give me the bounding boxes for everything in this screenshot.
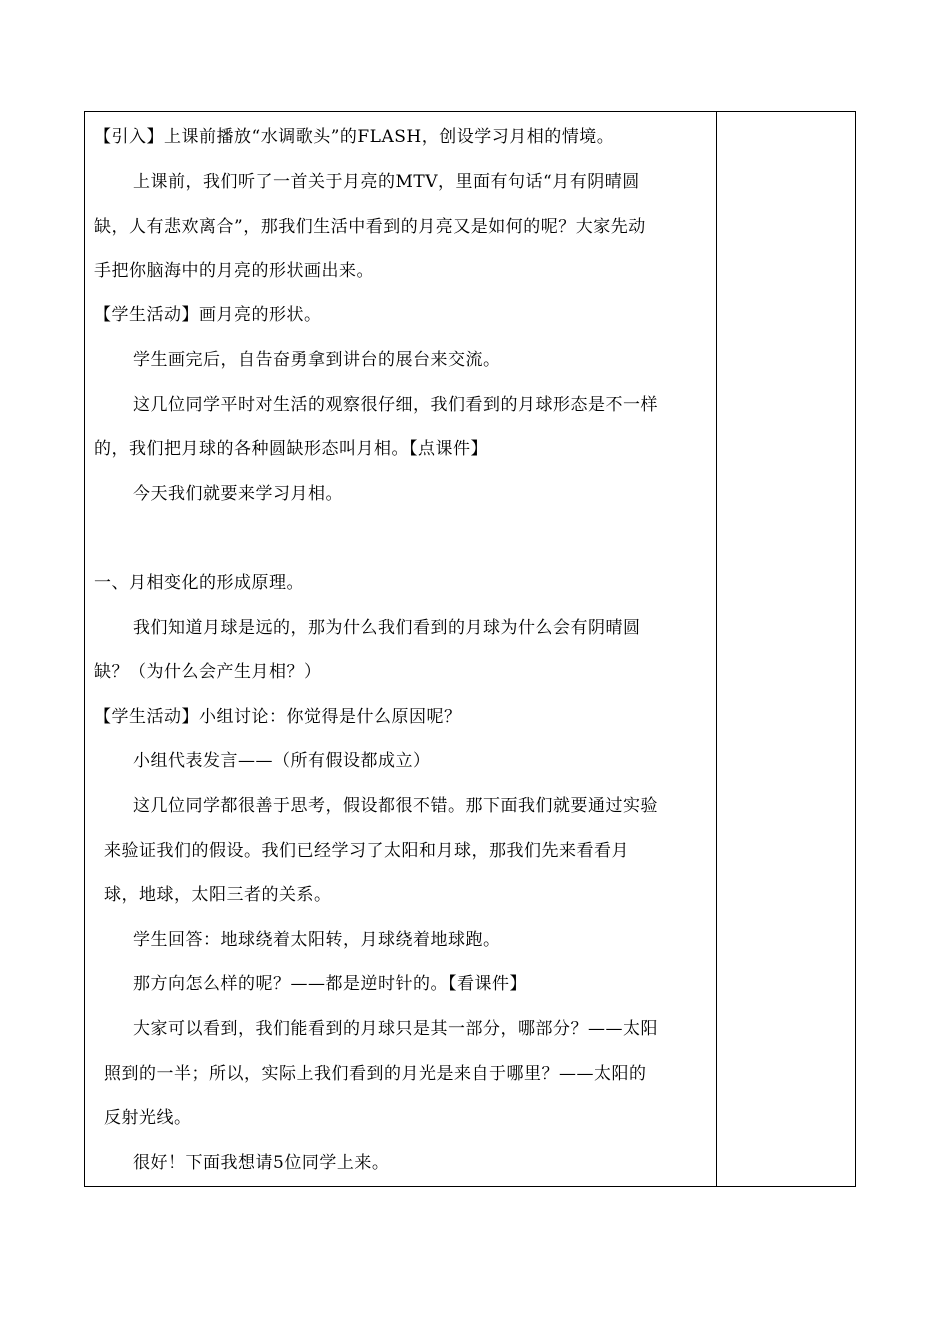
paragraph-line: 大家可以看到，我们能看到的月球只是其一部分，哪部分？——太阳 xyxy=(133,1019,658,1039)
paragraph-line: 学生回答：地球绕着太阳转，月球绕着地球跑。 xyxy=(133,930,501,950)
paragraph-line: 这几位同学平时对生活的观察很仔细，我们看到的月球形态是不一样 xyxy=(133,395,658,415)
notes-cell xyxy=(717,112,855,1186)
section-heading: 一、月相变化的形成原理。 xyxy=(94,573,304,593)
intro-line: 【引入】上课前播放“水调歌头”的FLASH，创设学习月相的情境。 xyxy=(94,127,615,147)
activity-line: 【学生活动】画月亮的形状。 xyxy=(94,305,322,325)
paragraph-line: 今天我们就要来学习月相。 xyxy=(133,484,343,504)
paragraph-line: 照到的一半；所以，实际上我们看到的月光是来自于哪里？——太阳的 xyxy=(104,1064,647,1084)
paragraph-line: 缺，人有悲欢离合”，那我们生活中看到的月亮又是如何的呢？大家先动 xyxy=(94,217,646,237)
paragraph-line: 学生画完后，自告奋勇拿到讲台的展台来交流。 xyxy=(133,350,501,370)
lesson-content-cell xyxy=(85,112,717,1186)
paragraph-line: 反射光线。 xyxy=(104,1108,192,1128)
paragraph-line: 的，我们把月球的各种圆缺形态叫月相。【点课件】 xyxy=(94,439,488,459)
paragraph-line: 缺？（为什么会产生月相？） xyxy=(94,662,322,682)
activity-line: 【学生活动】小组讨论：你觉得是什么原因呢？ xyxy=(94,707,462,727)
paragraph-line: 很好！下面我想请5位同学上来。 xyxy=(133,1153,390,1173)
paragraph-line: 球，地球，太阳三者的关系。 xyxy=(104,885,332,905)
paragraph-line: 上课前，我们听了一首关于月亮的MTV，里面有句话“月有阴晴圆 xyxy=(133,172,640,192)
paragraph-line: 小组代表发言——（所有假设都成立） xyxy=(133,751,431,771)
paragraph-line: 我们知道月球是远的，那为什么我们看到的月球为什么会有阴晴圆 xyxy=(133,618,641,638)
paragraph-line: 手把你脑海中的月亮的形状画出来。 xyxy=(94,261,374,281)
paragraph-line: 那方向怎么样的呢？——都是逆时针的。【看课件】 xyxy=(133,974,527,994)
paragraph-line: 这几位同学都很善于思考，假设都很不错。那下面我们就要通过实验 xyxy=(133,796,658,816)
lesson-table xyxy=(84,111,856,1187)
paragraph-line: 来验证我们的假设。我们已经学习了太阳和月球，那我们先来看看月 xyxy=(104,841,629,861)
